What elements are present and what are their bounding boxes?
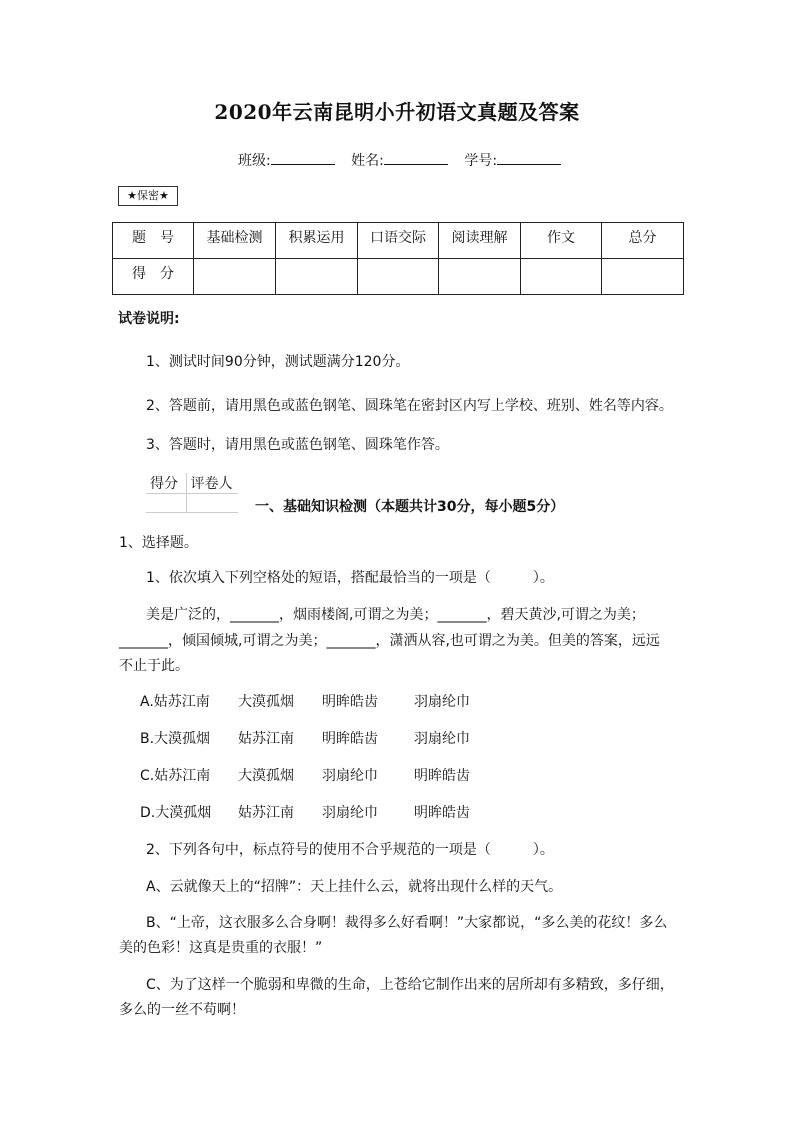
score-table-header — [113, 223, 684, 259]
header-cell: 题 号 — [113, 223, 194, 259]
name-label: 姓名: — [351, 153, 384, 169]
option-cell: 羽扇纶巾 — [414, 694, 470, 710]
option-cell: 羽扇纶巾 — [322, 805, 378, 821]
question-1-passage-line: _______，倾国倾城,可谓之为美；_______，潇洒从容,也可谓之为美。但美的答案，远远 — [119, 633, 660, 649]
instruction-item: 1、测试时间90分钟，测试题满分120分。 — [146, 354, 410, 370]
id-blank — [497, 150, 561, 165]
class-blank — [271, 150, 335, 165]
option-cell: D.大漠孤烟 — [140, 805, 212, 821]
question-2-option-c-line: C、为了这样一个脆弱和卑微的生命，上苍给它制作出来的居所却有多精致，多仔细， — [146, 977, 674, 993]
grader-box — [146, 473, 238, 513]
header-cell: 基础检测 — [194, 223, 276, 259]
page-title: 2020年云南昆明小升初语文真题及答案 — [214, 100, 580, 124]
score-cell — [358, 259, 439, 295]
question-2-option-c-line: 多么的一丝不苟啊！ — [119, 1002, 245, 1018]
question-1-stem: 1、依次填入下列空格处的短语，搭配最恰当的一项是（ ）。 — [146, 570, 554, 586]
option-row — [140, 728, 470, 748]
student-info — [238, 150, 573, 170]
score-cell — [276, 259, 358, 295]
option-row — [140, 691, 470, 711]
instructions-heading: 试卷说明: — [118, 311, 180, 327]
grader-score-label: 得分 — [146, 473, 186, 494]
confidential-badge: ★保密★ — [118, 186, 178, 206]
score-cell — [194, 259, 276, 295]
score-cell — [439, 259, 521, 295]
header-cell: 阅读理解 — [439, 223, 521, 259]
option-cell: 姑苏江南 — [238, 731, 294, 747]
score-table — [112, 222, 684, 295]
section-title: 一、基础知识检测（本题共计30分，每小题5分） — [255, 499, 565, 515]
score-table-row — [113, 259, 684, 295]
header-cell: 总分 — [602, 223, 684, 259]
option-cell: B.大漠孤烟 — [140, 731, 211, 747]
option-cell: 姑苏江南 — [238, 805, 294, 821]
option-cell: 羽扇纶巾 — [414, 731, 470, 747]
instruction-item: 3、答题时，请用黑色或蓝色钢笔、圆珠笔作答。 — [146, 437, 449, 453]
score-cell — [602, 259, 684, 295]
option-cell: C.姑苏江南 — [140, 768, 211, 784]
question-2-option-b-line: B、“上帝，这衣服多么合身啊！裁得多么好看啊！”大家都说，“多么美的花纹！多么 — [146, 915, 668, 931]
header-cell: 作文 — [521, 223, 602, 259]
score-row-label: 得 分 — [113, 259, 194, 295]
option-cell: 羽扇纶巾 — [322, 768, 378, 784]
class-label: 班级: — [238, 153, 271, 169]
question-2-stem: 2、下列各句中，标点符号的使用不合乎规范的一项是（ ）。 — [146, 842, 554, 858]
id-label: 学号: — [464, 153, 498, 169]
option-cell: 明眸皓齿 — [322, 731, 378, 747]
subsection-label: 1、选择题。 — [119, 535, 198, 551]
grader-score-cell — [146, 494, 186, 513]
option-cell: 明眸皓齿 — [414, 768, 470, 784]
score-cell — [521, 259, 602, 295]
grader-reviewer-label: 评卷人 — [186, 473, 238, 494]
instruction-item: 2、答题前，请用黑色或蓝色钢笔、圆珠笔在密封区内写上学校、班别、姓名等内容。 — [146, 398, 673, 414]
option-cell: 明眸皓齿 — [322, 694, 378, 710]
header-cell: 口语交际 — [358, 223, 439, 259]
option-cell: 大漠孤烟 — [238, 768, 294, 784]
option-cell: A.姑苏江南 — [140, 694, 210, 710]
grader-reviewer-cell — [186, 494, 238, 513]
name-blank — [384, 150, 448, 165]
question-2-option-a: A、云就像天上的“招牌”：天上挂什么云，就将出现什么样的天气。 — [146, 879, 563, 895]
option-row — [140, 802, 470, 822]
option-row — [140, 765, 470, 785]
question-1-passage-line: 美是广泛的，_______，烟雨楼阁,可谓之为美；_______，碧天黄沙,可谓之为美； — [146, 607, 645, 623]
option-cell: 大漠孤烟 — [238, 694, 294, 710]
header-cell: 积累运用 — [276, 223, 358, 259]
option-cell: 明眸皓齿 — [414, 805, 470, 821]
question-1-passage-line: 不止于此。 — [119, 658, 189, 674]
question-2-option-b-line: 美的色彩！这真是贵重的衣服！” — [119, 940, 323, 956]
